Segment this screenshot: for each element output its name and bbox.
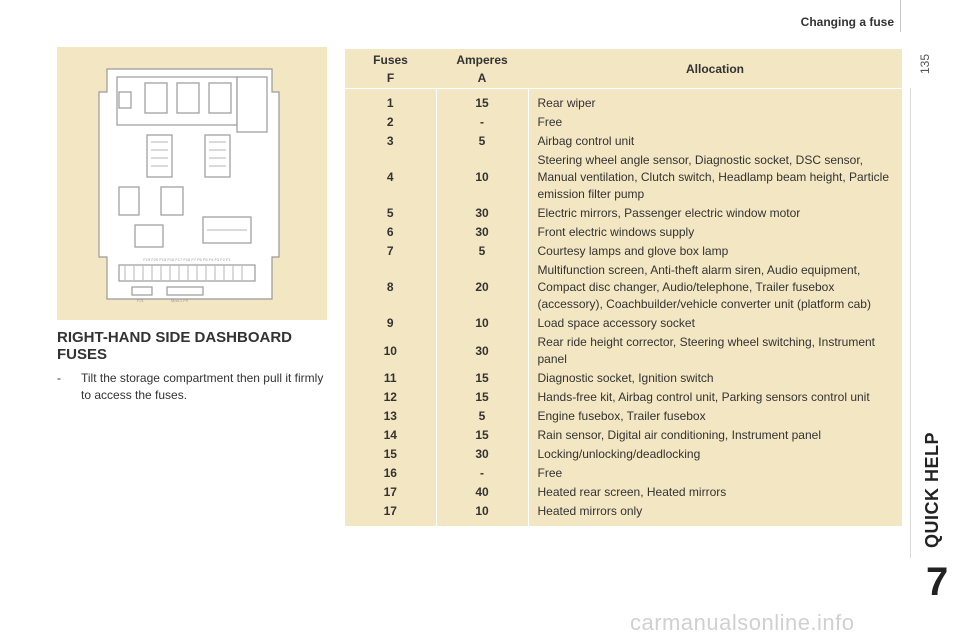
instruction-item [57, 370, 329, 404]
fuse-amperes: 20 [436, 261, 528, 314]
fuse-number: 4 [386, 170, 394, 184]
fuse-allocation: Locking/unlocking/deadlocking [528, 445, 902, 464]
fuse-number: 11 [383, 371, 397, 385]
fuse-allocation: Front electric windows supply [528, 223, 902, 242]
section-heading: RIGHT-HAND SIDE DASHBOARD FUSES [57, 329, 293, 363]
table-row [345, 333, 902, 369]
fuse-number: 8 [386, 280, 394, 294]
fuse-allocation: Free [528, 113, 902, 132]
fuse-allocation: Steering wheel angle sensor, Diagnostic socket, DSC sensor, Manual ventilation, Clutch switch, Headlamp beam height, Particle emission filter pump [528, 151, 902, 204]
fuse-number: 16 [383, 466, 397, 480]
fuse-allocation: Heated mirrors only [528, 502, 902, 526]
chapter-label: QUICK HELP [922, 431, 942, 548]
chapter-sidebar [903, 88, 960, 640]
fuse-number: 17 [383, 485, 397, 499]
table-row [345, 151, 902, 204]
column-header-fuses [345, 49, 436, 89]
table-row [345, 502, 902, 526]
fuse-number: 14 [383, 428, 397, 442]
fuse-allocation: Engine fusebox, Trailer fusebox [528, 407, 902, 426]
header-divider [900, 0, 901, 32]
fuse-amperes: 15 [436, 426, 528, 445]
table-row [345, 464, 902, 483]
fuse-number: 10 [383, 343, 397, 358]
fuse-allocation: Rear ride height corrector, Steering wheel switching, Instrument panel [528, 333, 902, 369]
table-row [345, 132, 902, 151]
table-row [345, 445, 902, 464]
table-row [345, 223, 902, 242]
table-row [345, 261, 902, 314]
fuse-number: 12 [383, 390, 397, 404]
fuse-allocation: Rain sensor, Digital air conditioning, Instrument panel [528, 426, 902, 445]
fuse-amperes: 5 [436, 132, 528, 151]
table-row [345, 113, 902, 132]
table-row [345, 483, 902, 502]
table-row [345, 407, 902, 426]
header-amperes-label: Amperes [456, 52, 508, 67]
fusebox-diagram [57, 47, 327, 320]
fuse-allocation: Heated rear screen, Heated mirrors [528, 483, 902, 502]
table-row [345, 89, 902, 114]
fuse-amperes: 15 [436, 388, 528, 407]
fuse-number: 15 [383, 447, 397, 461]
fuse-amperes: 5 [436, 407, 528, 426]
fuse-allocation: Hands-free kit, Airbag control unit, Parking sensors control unit [528, 388, 902, 407]
fuse-allocation: Free [528, 464, 902, 483]
fuse-number: 6 [386, 225, 394, 239]
fuse-allocation: Electric mirrors, Passenger electric window motor [528, 204, 902, 223]
fuse-amperes: 15 [436, 369, 528, 388]
page-number: 135 [918, 53, 932, 74]
watermark: carmanualsonline.info [630, 610, 855, 635]
fuse-allocation: Load space accessory socket [528, 314, 902, 333]
fuse-amperes: 30 [436, 445, 528, 464]
table-header-row [345, 49, 902, 89]
fuse-label-right: Mod.1 F9 [171, 298, 188, 303]
table-row [345, 242, 902, 261]
fuse-amperes: 30 [436, 204, 528, 223]
fuse-amperes: 30 [436, 333, 528, 369]
fuse-amperes: 5 [436, 242, 528, 261]
fuse-allocation: Rear wiper [528, 89, 902, 114]
table-row [345, 369, 902, 388]
fuse-allocation-table [345, 49, 902, 526]
table-row [345, 388, 902, 407]
column-header-allocation: Allocation [528, 49, 902, 89]
fuse-label-left: F21 [137, 298, 144, 303]
fuse-amperes: 10 [436, 502, 528, 526]
header-fuses-label: Fuses [373, 52, 408, 67]
fuse-amperes: 15 [436, 89, 528, 114]
fuse-number: 2 [386, 115, 394, 129]
fuse-number: 3 [386, 134, 394, 148]
fuse-allocation: Courtesy lamps and glove box lamp [528, 242, 902, 261]
header-fuses-unit: F [386, 70, 395, 85]
fuse-amperes: - [436, 464, 528, 483]
table-row [345, 204, 902, 223]
chapter-number: 7 [926, 560, 949, 604]
fusebox-illustration [57, 47, 327, 320]
fuse-row-labels: F19 F20 F15 F16 F17 F18 F7 F6 F5 F4 F3 F2 F1 [143, 257, 231, 262]
fuse-number: 5 [386, 206, 394, 220]
instruction-bullet: - [57, 371, 61, 385]
fuse-amperes: 10 [436, 314, 528, 333]
fuse-number: 9 [386, 316, 394, 330]
fuse-amperes: - [436, 113, 528, 132]
fuse-amperes: 30 [436, 223, 528, 242]
column-header-amperes [436, 49, 528, 89]
fuse-amperes: 10 [436, 151, 528, 204]
page-header-title: Changing a fuse [800, 15, 894, 29]
fuse-number: 17 [383, 504, 397, 518]
fuse-allocation: Airbag control unit [528, 132, 902, 151]
fuse-number: 13 [383, 409, 397, 423]
fuse-number: 1 [386, 96, 394, 110]
fuse-number: 7 [386, 244, 394, 258]
fuse-allocation: Diagnostic socket, Ignition switch [528, 369, 902, 388]
sidebar-divider [910, 88, 911, 558]
header-amperes-unit: A [477, 70, 487, 85]
table-row [345, 426, 902, 445]
instruction-text: Tilt the storage compartment then pull it firmly to access the fuses. [81, 371, 324, 402]
table-row [345, 314, 902, 333]
fuse-allocation: Multifunction screen, Anti-theft alarm siren, Audio equipment, Compact disc changer, Audio/telephone, Trailer fusebox (accessory), Coachbuilder/vehicle converter unit (platform cab) [528, 261, 902, 314]
fuse-amperes: 40 [436, 483, 528, 502]
